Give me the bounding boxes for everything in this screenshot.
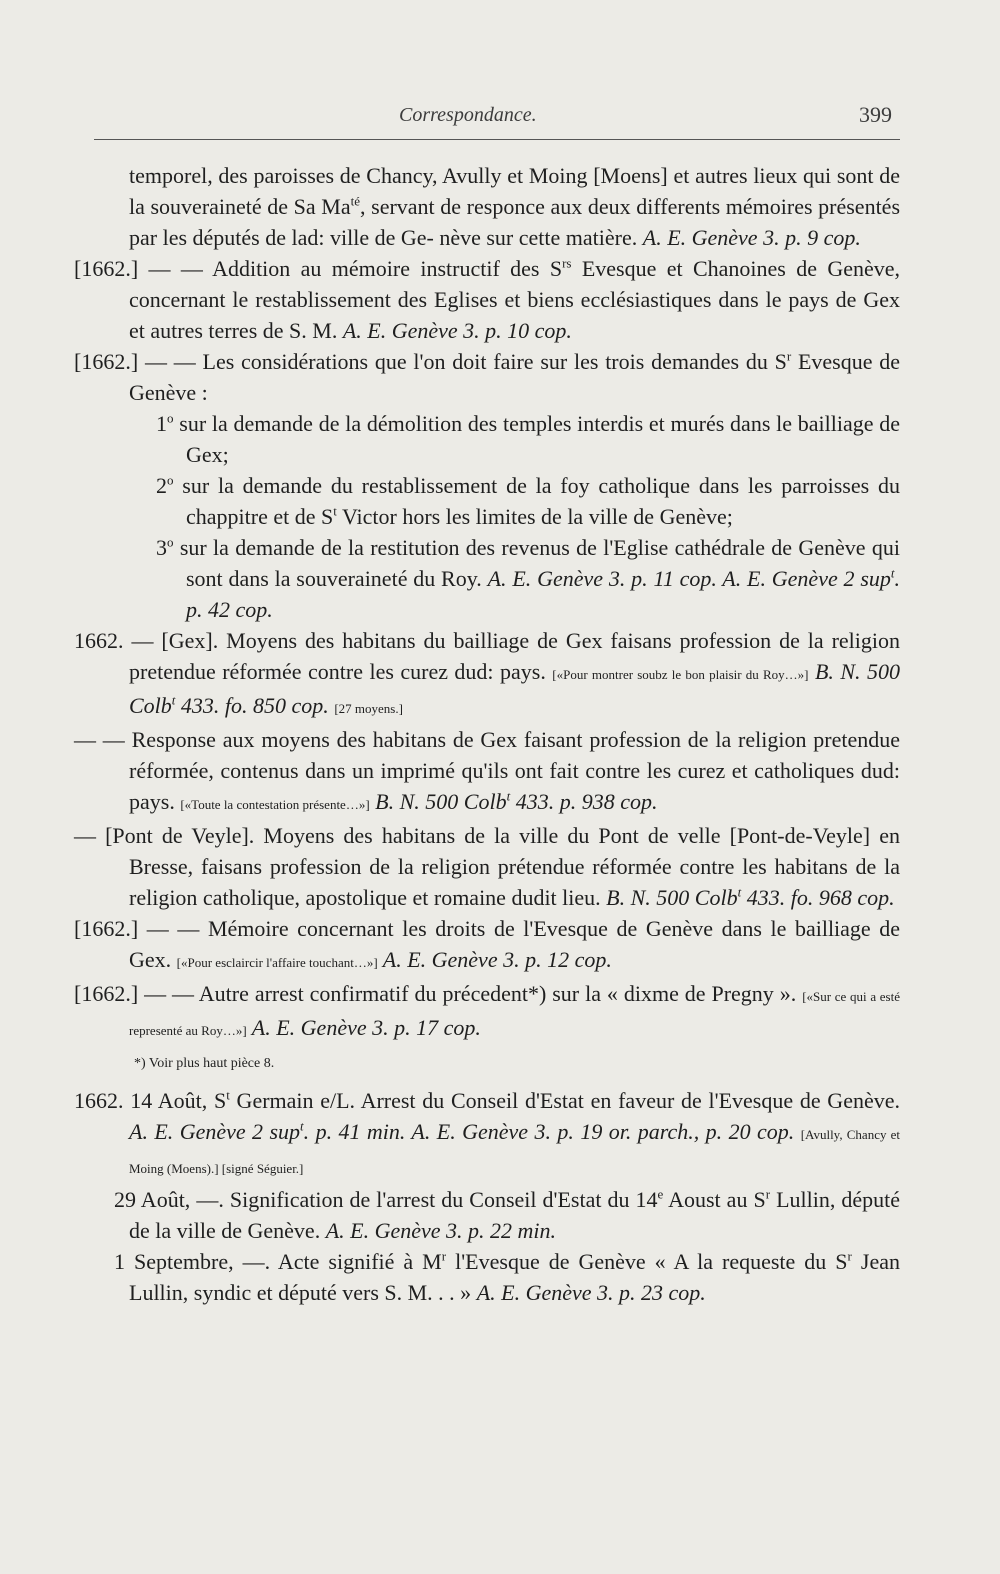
entry-text: Evesque et Chanoines de Genève, concernant le restablissement des Eglises et biens ecclésiastiques dans le pays de Gex et autres terres de S. M. [129,256,901,343]
superscript: o [167,472,174,488]
entry-text: temporel, des paroisses de Chancy, Avully et Moing [Moens] et autres [129,163,748,188]
entry [74,625,900,724]
archive-reference: p. 11 cop. A. E. Genève 2 sup [631,566,891,591]
superscript: t [890,565,895,581]
archive-reference: 433. p. 938 cop. [510,789,658,814]
footnote: *) Voir plus haut pièce 8. [134,1056,275,1071]
entry-text: deux differents mémoires présentés par les députés de lad: ville de Ge- [129,194,901,250]
entry-text: Les considérations que l'on doit faire sur les trois demandes du [202,349,768,374]
entry-text: Germain e/L. Arrest du Conseil d'Estat en faveur de l'Evesque de Genève. [229,1088,900,1113]
entry-text: sur la demande du restablissement de la foy catholique dans les parroisses du chappitre et de S [182,473,900,529]
entry-text: Jean Lullin, syndic et député vers S. M. . . » [129,1249,900,1305]
entry-date: 1662. [74,1088,124,1113]
archive-reference: A. E. Genève 3. p. 22 min. [325,1218,557,1243]
entry [74,1246,900,1308]
superscript: t [333,503,337,519]
item-number: 2 [156,473,167,498]
correspondence-list [74,160,900,1308]
entry [74,913,900,978]
editor-note: [27 moyens.] [334,701,403,716]
entry-text: Addition au mémoire instructif des S [212,256,563,281]
entry-text: , servant de responce aux [360,194,583,219]
archive-reference: B. N. 500 Colb [129,659,900,718]
header-rule [94,139,900,140]
entry-text: S [774,349,787,374]
running-title: Correspondance. [399,104,537,126]
entry [74,978,900,1046]
archive-reference: B. N. 500 Colb [369,789,507,814]
entry-continuation [74,160,900,253]
list-item [74,470,900,532]
entry-date: [1662.] [74,256,139,281]
archive-reference: A. E. Genève 3. p. 12 cop. [377,947,612,972]
entry-text: lieux qui sont de la souveraineté de Sa Ma [129,163,900,219]
entry-date: 29 Août, —. [114,1187,224,1212]
superscript: r [765,1186,771,1202]
entry [74,346,900,408]
entry-date: [1662.] [74,349,139,374]
entry-text: Lullin, député de la ville de Genève. [129,1187,900,1243]
archive-reference: A. E. Genève 3. p. 10 cop. [342,318,572,343]
entry-text: [Pont de Veyle]. Moyens des habitans de la ville du Pont de velle [Pont-de-Veyle] en Bresse, faisans profession de la religion prétendue réformée contre les habitans de la religion catholique, apostolique et romaine dudit lieu. [105,823,900,910]
superscript: o [167,410,174,426]
entry-date: 1662. [74,628,124,653]
superscript: o [167,534,174,550]
entry-text: Victor hors les limites de la ville de Genève; [336,504,733,529]
superscript: r [441,1248,447,1264]
superscript: t [171,692,176,708]
superscript: e [657,1186,664,1202]
entry-text: 14 Août, S [130,1088,227,1113]
entry [74,1085,900,1184]
entry-text: Signification de l'arrest du Conseil d'Estat du 14 [229,1187,658,1212]
entry-dash: — [74,823,96,848]
archive-reference: . p. 42 cop. [186,566,901,622]
archive-reference: A. E. Genève 3. [487,566,626,591]
entry-date: [1662.] [74,981,139,1006]
entry [74,253,900,346]
incipit-quote: [«Toute la contestation présente…»] [180,797,370,812]
entry-date: [1662.] [74,916,139,941]
archive-reference: A. E. Genève 2 sup [129,1119,301,1144]
item-number: 1 [156,411,167,436]
entry-date: 1 Septembre, —. [114,1249,271,1274]
entry [74,820,900,913]
archive-reference: 433. fo. 968 cop. [741,885,895,910]
page-number: 399 [859,102,892,127]
item-number: 3 [156,535,167,560]
entry-dash: — — [144,349,196,374]
entry [74,1184,900,1246]
entry-text: [Gex]. Moyens des habitans du bailliage de Gex faisans profession de la religion pretendue réformée contre les curez dud: pays. [129,628,901,684]
list-item [74,532,900,625]
entry-dash: — — [144,981,195,1006]
entry-text: Evesque de Genève : [129,349,901,405]
superscript: r [786,348,792,364]
superscript: t [226,1087,230,1103]
entry-text: Aoust au S [663,1187,766,1212]
incipit-quote: [«Sur ce qui a esté representé au Roy…»] [129,989,901,1038]
list-item [74,408,900,470]
entry-text: Autre arrest confirmatif du précedent*) sur la « dixme de Pregny ». [198,981,803,1006]
page-header [94,100,900,130]
superscript: té [350,193,361,209]
entry [74,724,900,820]
incipit-quote: [«Pour esclaircir l'affaire touchant…»] [176,955,378,970]
entry-dash: — — [146,916,200,941]
entry-text: Response aux moyens des habitans de Gex faisant profession de la religion pretendue réformée, contenus dans un imprimé qu'ils ont fait contre les curez et catholiques dud: pays. [129,727,901,814]
entry-text: l'Evesque de Genève « A la requeste du S [446,1249,848,1274]
archive-reference: A. E. Genève 3. p. 17 cop. [246,1015,481,1040]
entry-dash: — — [74,727,125,752]
entry-text: nève sur cette matière. [439,225,643,250]
archive-reference: 433. fo. 850 cop. [175,693,335,718]
superscript: t [737,884,742,900]
entry-text: Mémoire concernant les droits de l'Evesque de Genève dans le bailliage de Gex. [129,916,901,972]
editor-note: [Avully, Chancy et Moing (Moens).] [signé Séguier.] [129,1127,901,1176]
incipit-quote: [«Pour montrer soubz le bon plaisir du Roy…»] [552,667,809,682]
superscript: t [300,1118,304,1134]
superscript: t [506,788,511,804]
entry-dash: — — [148,256,203,281]
archive-reference: B. N. 500 Colb [606,885,738,910]
entry-text: sur la demande de la démolition des temples interdis et murés dans le bailliage de Gex; [179,411,901,467]
archive-reference: A. E. Genève 3. p. 23 cop. [476,1280,706,1305]
superscript: r [847,1248,852,1264]
entry-text: sur la demande de la restitution des revenus de l'Eglise cathédrale de Genève qui sont dans la souveraineté du Roy. [179,535,900,591]
superscript: rs [562,255,572,271]
entry-text: Acte signifié à M [277,1249,442,1274]
archive-reference: . p. 41 min. A. E. Genève 3. p. 19 or. parch., p. 20 cop. [303,1119,801,1144]
archive-reference: A. E. Genève 3. p. 9 cop. [642,225,861,250]
entry-dash: — [131,628,154,653]
